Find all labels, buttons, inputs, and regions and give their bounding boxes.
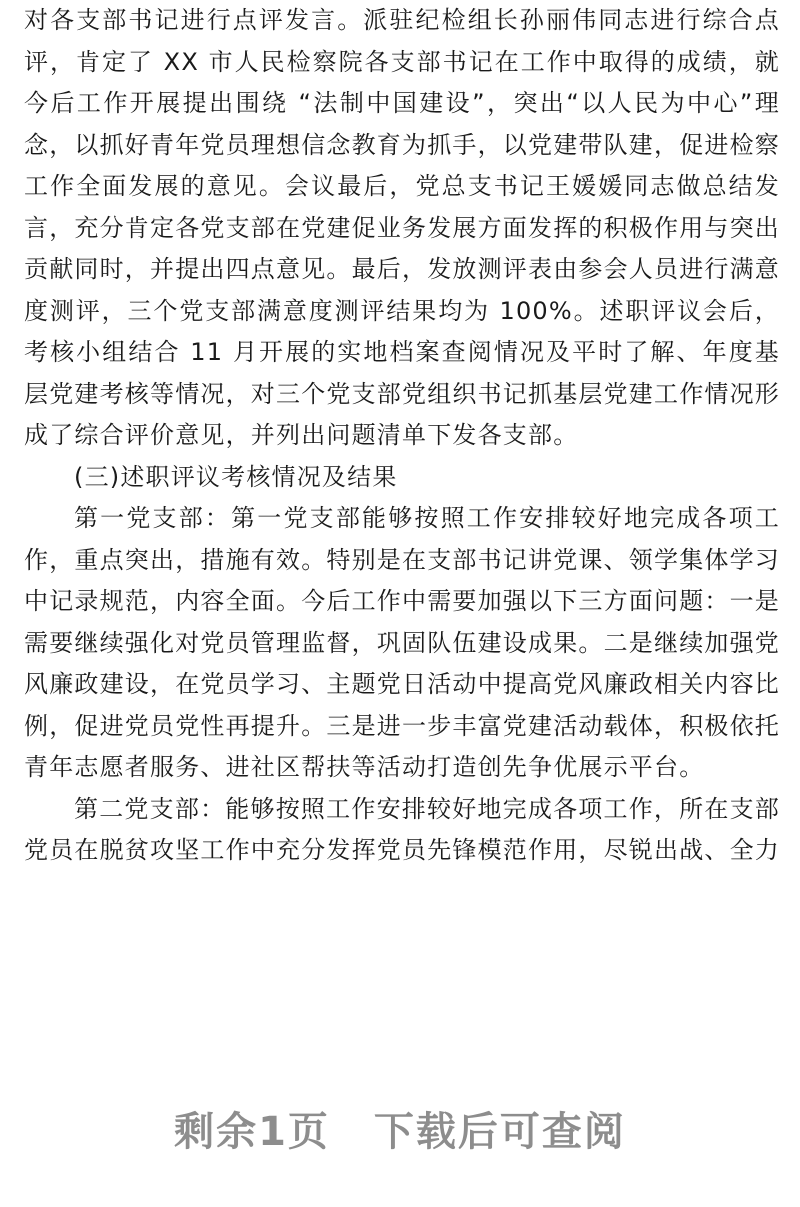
- section-heading: (三)述职评议考核情况及结果: [74, 462, 398, 491]
- paragraph-first-branch: 第一党支部：第一党支部能够按照工作安排较好地完成各项工作，重点突出，措施有效。特别是在支部书记讲党课、领学集体学习中记录规范，内容全面。今后工作中需要加强以下三方面问题：一是需要继续强化对党员管理监督，巩固队伍建设成果。二是继续加强党风廉政建设，在党员学习、主题党日活动中提高党风廉政相关内容比例，促进党员党性再提升。三是进一步丰富党建活动载体，积极依托青年志愿者服务、进社区帮扶等活动打造创先争优展示平台。: [24, 504, 780, 781]
- download-to-view-text: 下载后可查阅: [373, 1109, 626, 1155]
- document-body: [24, 0, 780, 872]
- remaining-pages-text: 剩余1页: [174, 1109, 330, 1155]
- paragraph-second-branch: 第二党支部：能够按照工作安排较好地完成各项工作，所在支部党员在脱贫攻坚工作中充分发挥党员先锋模范作用，尽锐出战、全力: [24, 794, 780, 864]
- paragraph-review-meeting: 对各支部书记进行点评发言。派驻纪检组长孙丽伟同志进行综合点评，肯定了 XX 市人民检察院各支部书记在工作中取得的成绩，就今后工作开展提出围绕 “法制中国建设”，突出“以人民为中心”理念，以抓好青年党员理想信念教育为抓手，以党建带队建，促进检察工作全面发展的意见。会议最后，党总支书记王媛媛同志做总结发言，充分肯定各党支部在党建促业务发展方面发挥的积极作用与突出贡献同时，并提出四点意见。最后，发放测评表由参会人员进行满意度测评，三个党支部满意度测评结果均为 100%。述职评议会后，考核小组结合 11 月开展的实地档案查阅情况及平时了解、年度基层党建考核等情况，对三个党支部党组织书记抓基层党建工作情况形成了综合评价意见，并列出问题清单下发各支部。: [24, 6, 780, 449]
- download-banner[interactable]: [0, 1100, 800, 1157]
